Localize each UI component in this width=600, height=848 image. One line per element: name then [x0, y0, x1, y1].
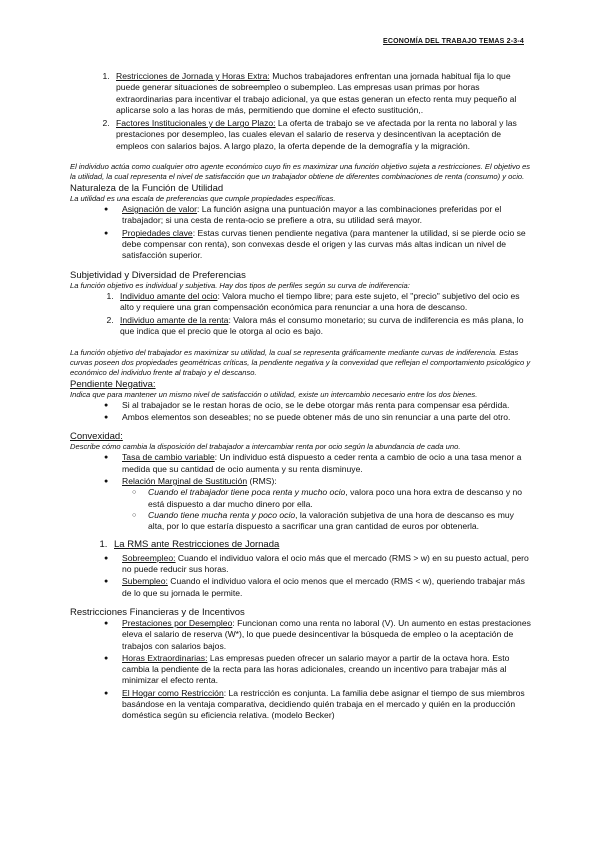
sub-item: [148, 510, 532, 533]
list-item: [122, 452, 532, 475]
item-text: Muchos trabajadores enfrentan una jornada habitual fija lo que puede generar situaciones de sobreempleo o subempleo. Las empresas usan primas por horas extraordinarias para incentivar el trabajo adicional, ya que estas generan un efecto renta muy pequeño al aplicarse solo a las horas de más, permitiendo que domine el efecto sustitución,.: [116, 71, 517, 115]
item-text: Cuando el individuo valora el ocio más que el mercado (RMS > w) en su puesto actual, pero no puede reducir sus horas.: [122, 552, 529, 575]
list-item: ● Si al trabajador se le restan horas de ocio, se le debe otorgar más renta para compensar esa pérdida.: [122, 400, 532, 411]
item-text: Cuando el individuo valora el ocio menos que el mercado (RMS < w), queriendo trabajar más de lo que su jornada le permite.: [122, 576, 525, 598]
list-item: [122, 476, 532, 532]
item-label: Horas Extraordinarias:: [122, 652, 208, 663]
bullet-list: [70, 553, 532, 599]
list-item: [122, 576, 532, 599]
item-text: : Valora más el consumo monetario; su curva de indiferencia es más plana, lo que indica que el precio que le otorga al ocio es bajo.: [120, 315, 524, 337]
item-text: Las empresas pueden ofrecer un salario mayor a partir de la octava hora. Esto cambia la pendiente de la recta para las horas adicionales, creando un incentivo para trabajar más al minimizar el efecto renta.: [122, 652, 510, 686]
bullet-list: [70, 400, 532, 424]
section-heading: Convexidad:: [70, 431, 123, 443]
item-text: La oferta de trabajo se ve afectada por la renta no laboral y las prestaciones por desempleo, las cuales elevan el salario de reserva y desincentivan la aceptación de empleos con salarios bajos. A largo plazo, la oferta depende de la demografía y la migración.: [116, 118, 517, 151]
section-subtitle: La función objetivo es individual y subjetiva. Hay dos tipos de perfiles según su curva de indiferencia:: [70, 280, 410, 290]
item-label: Prestaciones por Desempleo: [122, 617, 233, 628]
sub-item-text: , valora poco una hora extra de descanso y no está dispuesto a dar mucho dinero por ella.: [148, 487, 523, 509]
paragraph-italic: La función objetivo del trabajador es maximizar su utilidad, la cual se representa gráficamente mediante curvas de indiferencia. Estas curvas poseen dos propiedades geométricas críticas, la pendiente negativa y la convexidad que reflejan el comportamiento psicológico y económico del individuo frente al trabajo y el descanso.: [70, 347, 531, 377]
numbered-list-3: [70, 539, 532, 550]
item-label: Individuo amante de la renta: [120, 315, 229, 326]
item-text: : La restricción es conjunta. La familia debe asignar el tiempo de sus miembros basándose en la ventaja comparativa, decidiendo quién trabaja en el mercado y quién en la producción doméstica según su eficiencia relativa. (modelo Becker): [122, 687, 525, 721]
list-item: [116, 291, 532, 314]
section-heading: Pendiente Negativa:: [70, 378, 156, 390]
section-subtitle: La utilidad es una escala de preferencias que cumple propiedades específicas.: [70, 194, 336, 204]
section-subtitle: Indica que para mantener un mismo nivel de satisfacción o utilidad, existe un intercambio necesario entre los dos bienes.: [70, 389, 478, 399]
bullet-list: [70, 204, 532, 261]
item-label: Tasa de cambio variable: [122, 452, 215, 463]
sub-list: [122, 487, 532, 532]
list-item: [122, 653, 532, 687]
item-label: Asignación de valor: [122, 204, 198, 215]
sub-item-italic: Cuando el trabajador tiene poca renta y mucho ocio: [148, 487, 346, 498]
item-label: Relación Marginal de Sustitución: [122, 475, 248, 486]
item-text: : Estas curvas tienen pendiente negativa (para mantener la utilidad, si se pierde ocio se debe compensar con renta), son convexas desde el origen y las curvas más altas indican un nivel de satisfacción superior.: [122, 227, 526, 261]
item-text: : Valora mucho el tiempo libre; para este sujeto, el "precio" subjetivo del ocio es alto y requiere una gran compensación económica para renunciar a una hora de descanso.: [120, 290, 520, 312]
list-item: [122, 228, 532, 262]
item-text: : La función asigna una puntuación mayor a las combinaciones preferidas por el trabajador; si una cesta de renta-ocio se prefiere a otra, su utilidad será mayor.: [122, 204, 502, 226]
item-label: Sobreempleo:: [122, 552, 176, 563]
item-label: El Hogar como Restricción: [122, 687, 224, 698]
item-label: Factores Institucionales y de Largo Plazo:: [116, 118, 276, 129]
item-text: (RMS):: [247, 475, 277, 486]
item-text: : Un individuo está dispuesto a ceder renta a cambio de ocio a una tasa menor a medida que su cantidad de ocio aumenta y su renta disminuye.: [122, 452, 522, 474]
list-item: ● Ambos elementos son deseables; no se puede obtener más de uno sin renunciar a una parte del otro.: [122, 412, 532, 423]
list-item: [122, 618, 532, 652]
bullet-list: [70, 452, 532, 532]
list-item: [122, 688, 532, 722]
numbered-list-1: [70, 71, 532, 152]
intro-paragraph: El individuo actúa como cualquier otro agente económico cuyo fin es maximizar una función objetivo sujeta a restricciones. El objetivo es la utilidad, la cual representa el nivel de satisfacción que un trabajador obtiene de diferentes combinaciones de renta (consumo) y ocio.: [70, 162, 531, 182]
item-label: Individuo amante del ocio: [120, 290, 218, 301]
item-label: Subempleo:: [122, 576, 168, 587]
bullet-list: [70, 618, 532, 722]
list-item: [122, 553, 532, 576]
list-item: [116, 315, 532, 338]
sub-item: [148, 487, 532, 510]
sub-item-italic: Cuando tiene mucha renta y poco ocio: [148, 509, 296, 520]
list-item: [112, 118, 532, 152]
section-heading: 1. La RMS ante Restricciones de Jornada: [110, 539, 532, 550]
list-item: [122, 204, 532, 227]
sub-item-text: , la valoración subjetiva de una hora de descanso es muy alta, por lo que estaría dispuesto a sacrificar una gran cantidad de euros por obtenerla.: [148, 509, 514, 532]
section-heading: Subjetividad y Diversidad de Preferencias: [70, 269, 246, 281]
document-body: [70, 71, 532, 723]
section-subtitle: Describe cómo cambia la disposición del trabajador a intercambiar renta por ocio según la abundancia de cada uno.: [70, 442, 461, 452]
numbered-list-2: [70, 291, 532, 338]
page-header: ECONOMÍA DEL TRABAJO TEMAS 2-3-4: [383, 38, 524, 45]
section-heading: Restricciones Financieras y de Incentivos: [70, 606, 245, 618]
section-heading: Naturaleza de la Función de Utilidad: [70, 183, 224, 195]
list-item: [112, 71, 532, 116]
item-text: : Funcionan como una renta no laboral (V). Un aumento en estas prestaciones eleva el salario de reserva (W*), lo que puede desincentivar la búsqueda de empleo o la aceptación de trabajos con salarios bajos.: [122, 617, 531, 651]
item-label: Restricciones de Jornada y Horas Extra:: [116, 71, 270, 81]
item-label: Propiedades clave: [122, 227, 193, 238]
